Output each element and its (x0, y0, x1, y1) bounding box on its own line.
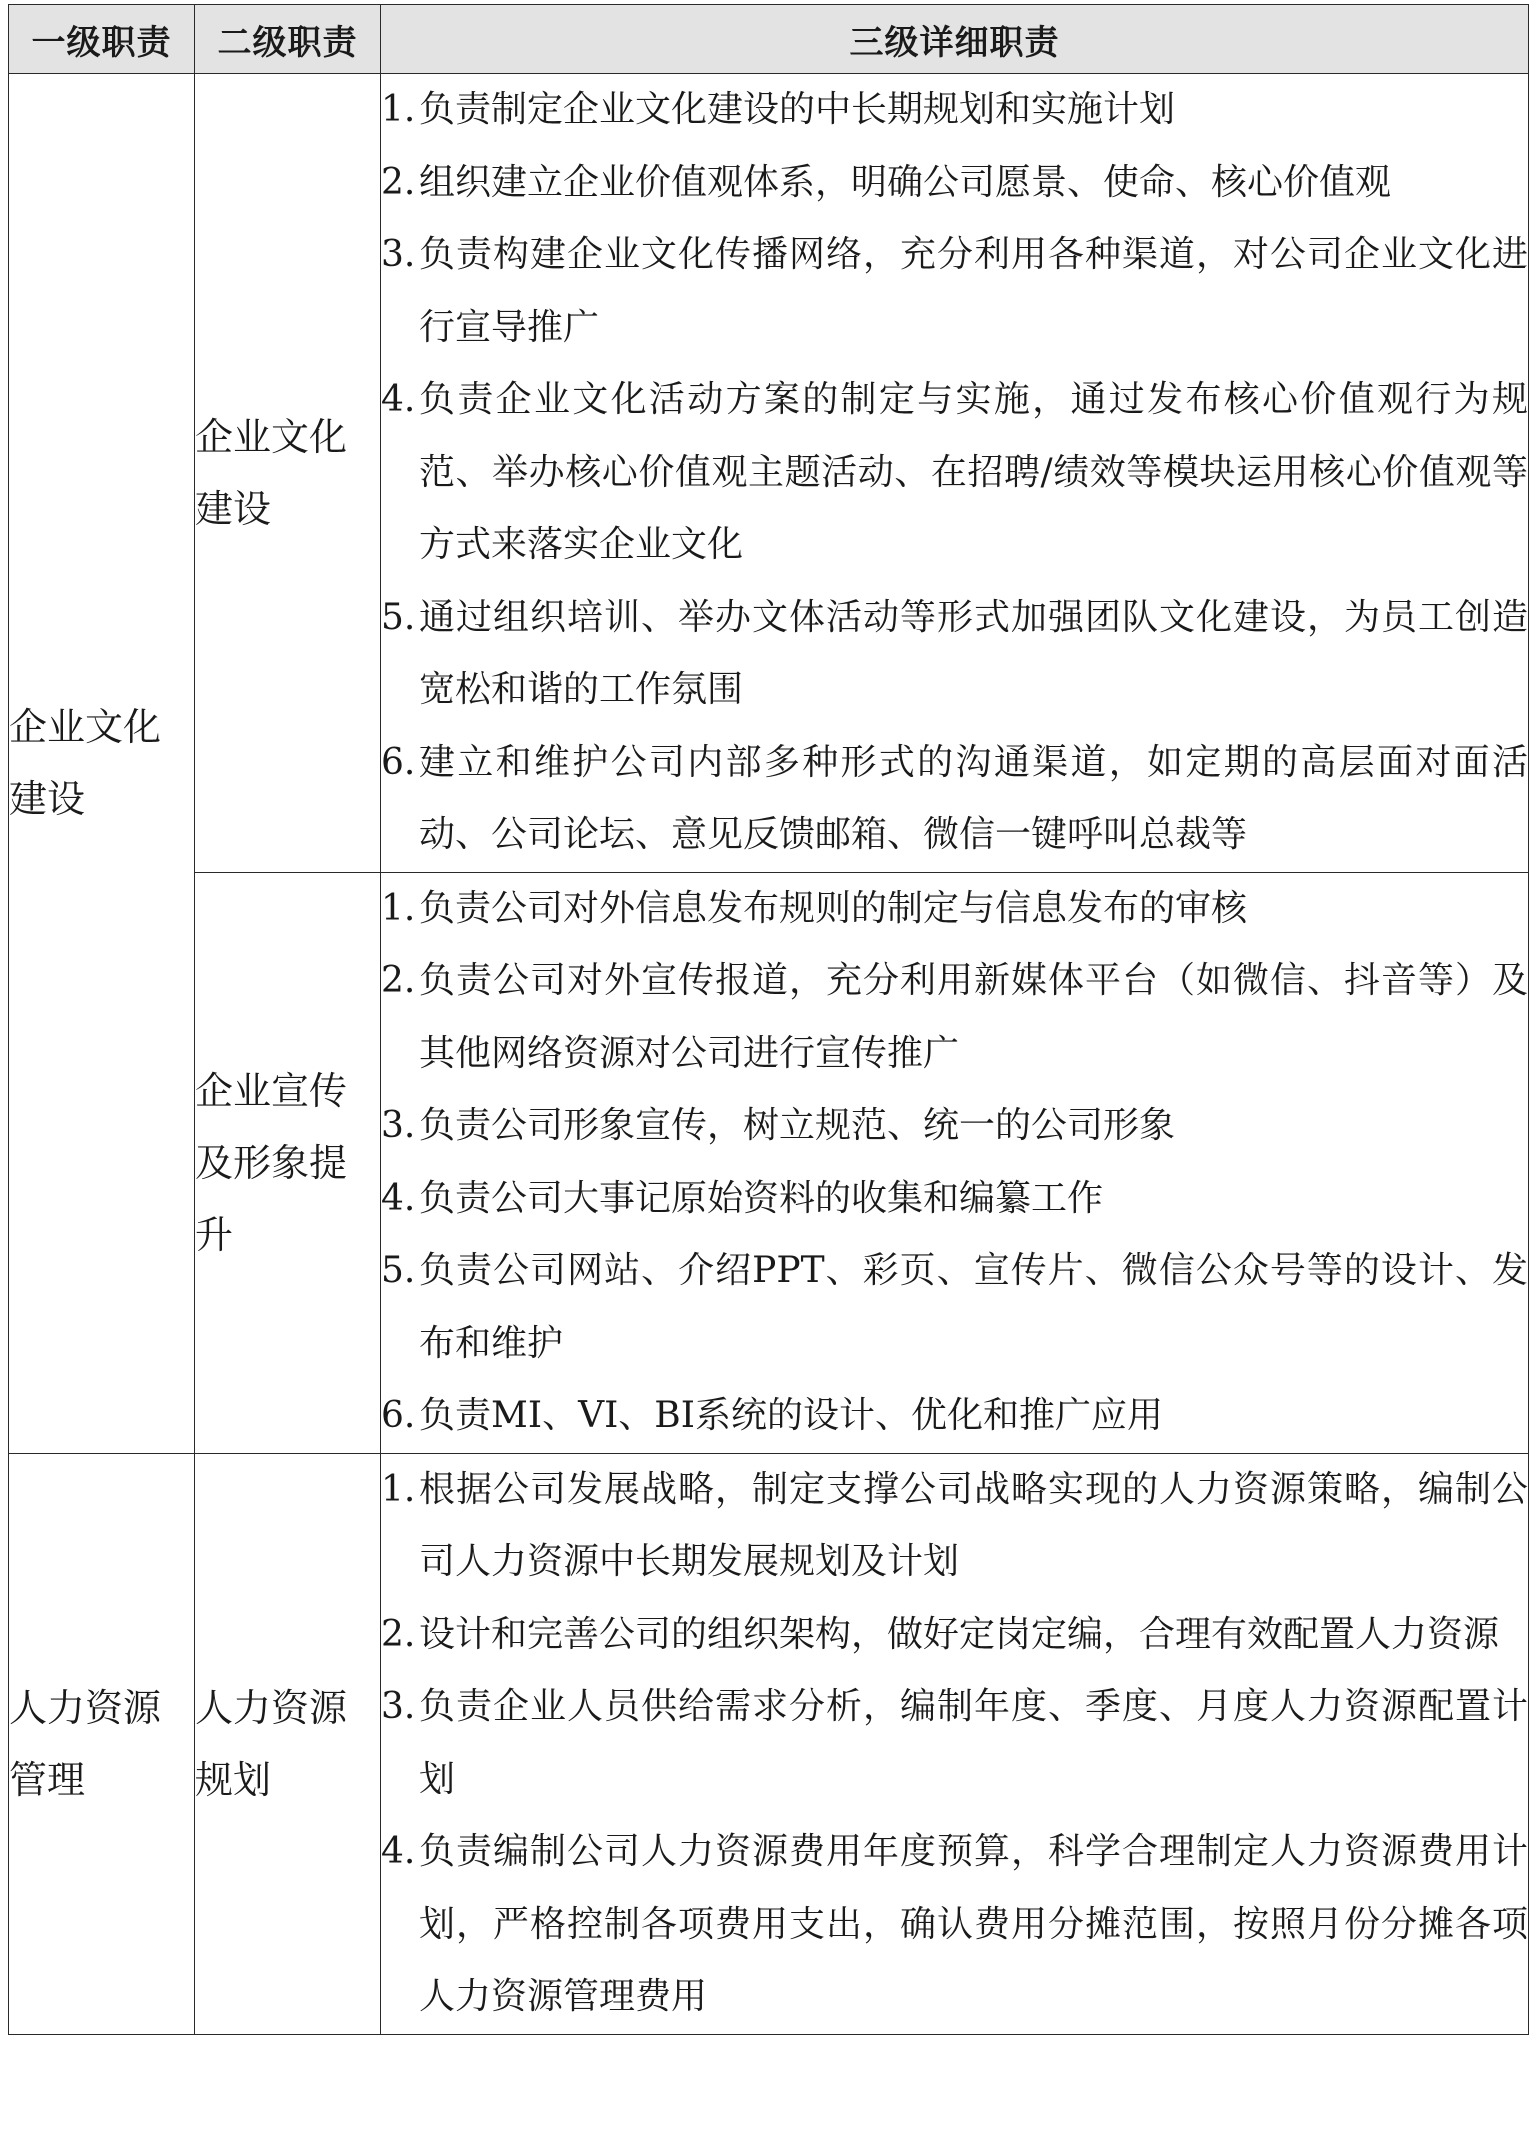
header-level3: 三级详细职责 (381, 5, 1529, 74)
level3-cell (381, 74, 1529, 873)
duty-item-number: 2. (381, 161, 416, 203)
duty-item (381, 1454, 1528, 1599)
duty-item-number: 6. (381, 741, 416, 783)
level3-cell (381, 1453, 1529, 2034)
duties-page (8, 4, 1528, 2035)
duty-item (381, 219, 1528, 364)
level3-cell (381, 872, 1529, 1453)
duty-item-number: 3. (381, 234, 416, 275)
duty-item-text: 负责企业人员供给需求分析，编制年度、季度、月度人力资源配置计划 (419, 1686, 1528, 1800)
level1-cell: 企业文化建设 (9, 74, 195, 1454)
duty-item-number: 1. (381, 887, 416, 929)
level1-cell: 人力资源管理 (9, 1453, 195, 2034)
duty-list (381, 1454, 1528, 2034)
duty-item-number: 2. (381, 960, 416, 1001)
duty-item-text: 负责企业文化活动方案的制定与实施，通过发布核心价值观行为规范、举办核心价值观主题活动、在招聘/绩效等模块运用核心价值观等方式来落实企业文化 (419, 379, 1528, 565)
duty-item-number: 1. (381, 89, 416, 130)
duty-list (381, 873, 1528, 1453)
duty-item-number: 2. (381, 1613, 416, 1655)
duty-row (9, 872, 1529, 1453)
duty-item-text: 负责MI、VI、BI系统的设计、优化和推广应用 (419, 1395, 1163, 1436)
level2-cell: 企业宣传及形象提升 (195, 872, 381, 1453)
duty-list (381, 74, 1528, 872)
duty-item-number: 4. (381, 1177, 416, 1219)
level2-cell: 企业文化建设 (195, 74, 381, 873)
header-level1: 一级职责 (9, 5, 195, 74)
duty-item-text: 负责公司对外信息发布规则的制定与信息发布的审核 (419, 887, 1248, 929)
duty-item-text: 负责公司对外宣传报道，充分利用新媒体平台（如微信、抖音等）及其他网络资源对公司进行宣传推广 (419, 960, 1528, 1074)
duty-item (381, 1163, 1528, 1236)
duty-item (381, 1235, 1528, 1380)
duties-body (9, 74, 1529, 2035)
duty-item (381, 74, 1528, 147)
duty-item (381, 1090, 1528, 1163)
duty-row (9, 1453, 1529, 2034)
duty-item (381, 1599, 1528, 1672)
duty-row (9, 74, 1529, 873)
duty-item-number: 3. (381, 1105, 416, 1146)
duty-item-number: 5. (381, 596, 416, 638)
duty-item (381, 1380, 1528, 1453)
duty-item-text: 负责制定企业文化建设的中长期规划和实施计划 (419, 89, 1176, 130)
duty-item-text: 负责构建企业文化传播网络，充分利用各种渠道，对公司企业文化进行宣导推广 (419, 234, 1528, 348)
duty-item-text: 通过组织培训、举办文体活动等形式加强团队文化建设，为员工创造宽松和谐的工作氛围 (419, 596, 1528, 710)
duty-item-text: 组织建立企业价值观体系，明确公司愿景、使命、核心价值观 (419, 161, 1392, 203)
header-row (9, 5, 1529, 74)
duty-item-text: 建立和维护公司内部多种形式的沟通渠道，如定期的高层面对面活动、公司论坛、意见反馈邮箱、微信一键呼叫总裁等 (419, 741, 1528, 855)
duty-item (381, 1671, 1528, 1816)
duty-item (381, 582, 1528, 727)
duty-item (381, 945, 1528, 1090)
duty-item (381, 147, 1528, 220)
duty-item-number: 6. (381, 1395, 416, 1436)
duty-item-number: 3. (381, 1686, 416, 1727)
duty-item-number: 4. (381, 379, 416, 420)
header-level2: 二级职责 (195, 5, 381, 74)
duty-item-text: 设计和完善公司的组织架构，做好定岗定编，合理有效配置人力资源 (419, 1613, 1500, 1655)
duty-item-number: 4. (381, 1831, 416, 1872)
duty-item (381, 364, 1528, 582)
duties-table (8, 4, 1529, 2035)
duty-item (381, 873, 1528, 946)
duty-item-number: 1. (381, 1468, 416, 1510)
level2-cell: 人力资源规划 (195, 1453, 381, 2034)
duty-item-text: 根据公司发展战略，制定支撑公司战略实现的人力资源策略，编制公司人力资源中长期发展规划及计划 (419, 1468, 1528, 1582)
duty-item-text: 负责编制公司人力资源费用年度预算，科学合理制定人力资源费用计划，严格控制各项费用支出，确认费用分摊范围，按照月份分摊各项人力资源管理费用 (419, 1831, 1528, 2017)
duty-item-text: 负责公司大事记原始资料的收集和编纂工作 (419, 1177, 1104, 1219)
duty-item (381, 727, 1528, 872)
duty-item-text: 负责公司形象宣传，树立规范、统一的公司形象 (419, 1105, 1176, 1146)
duty-item (381, 1816, 1528, 2034)
duty-item-number: 5. (381, 1250, 416, 1291)
duty-item-text: 负责公司网站、介绍PPT、彩页、宣传片、微信公众号等的设计、发布和维护 (419, 1250, 1528, 1364)
